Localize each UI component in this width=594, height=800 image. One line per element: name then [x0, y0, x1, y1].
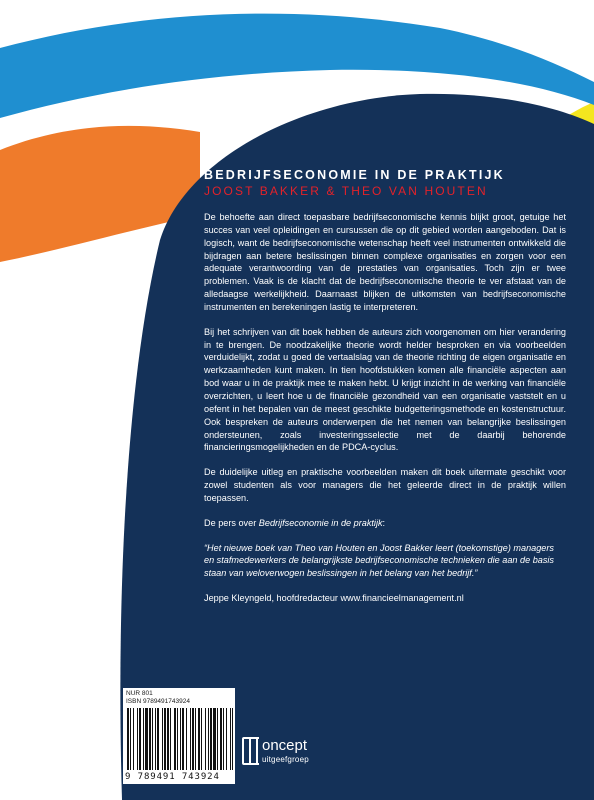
barcode-bar	[192, 708, 194, 770]
publisher-name: oncept	[262, 737, 308, 754]
isbn-label: ISBN 9789491743924	[126, 698, 190, 705]
concept-logo-icon	[242, 737, 258, 765]
barcode-bar	[152, 708, 153, 770]
barcode-bar	[232, 708, 233, 770]
barcode-bar	[190, 708, 191, 770]
barcode-bar	[201, 708, 202, 770]
publisher-sub: uitgeefgroep	[262, 755, 309, 764]
isbn-barcode	[127, 708, 233, 770]
press-book-title: Bedrijfseconomie in de praktijk	[258, 517, 383, 528]
barcode-bar	[205, 708, 206, 770]
barcode-bar	[208, 708, 209, 770]
barcode-bar	[137, 708, 138, 770]
barcode-bar	[195, 708, 196, 770]
press-prefix: De pers over	[204, 517, 259, 528]
barcode-bar	[182, 708, 184, 770]
book-authors: JOOST BAKKER & THEO VAN HOUTEN	[204, 184, 488, 198]
barcode-bar	[210, 708, 212, 770]
barcode-bar	[223, 708, 224, 770]
barcode-bar	[177, 708, 178, 770]
barcode-bar	[143, 708, 144, 770]
barcode-bar	[145, 708, 148, 770]
barcode-bar	[139, 708, 141, 770]
barcode-bar	[198, 708, 200, 770]
quote-attribution: Jeppe Kleyngeld, hoofdredacteur www.financieelmanagement.nl	[204, 593, 464, 604]
barcode-bar	[149, 708, 151, 770]
nur-code: NUR 801	[126, 690, 153, 697]
publisher-logo	[242, 735, 316, 775]
barcode-bar	[226, 708, 227, 770]
barcode-bar	[133, 708, 134, 770]
press-intro	[204, 517, 566, 530]
barcode-bar	[162, 708, 163, 770]
barcode-bar	[213, 708, 216, 770]
barcode-bar	[155, 708, 156, 770]
barcode-bar	[230, 708, 231, 770]
barcode-bar	[170, 708, 171, 770]
barcode-bar	[157, 708, 159, 770]
blurb-paragraph-1: De behoefte aan direct toepasbare bedrijfseconomische kennis blijkt groot, getuige het succes van veel opleidingen en cursussen die op dit gebied worden aangeboden. Dat is logisch, want de bedrijfseconomische wetenschap heeft veel instrumenten ontwikkeld die bijdragen aan betere beslissingen binnen complexe organisaties en zorgen voor een adequate verantwoording van de prestaties van organisaties. Toch zijn er twee problemen. Vaak is de klacht dat de bedrijfseconomische theorie te ver afstaat van de alledaagse werkelijkheid. Daarnaast blijken de uitkomsten van bedrijfseconomische instrumenten en berekeningen lastig te interpreteren.	[204, 212, 566, 312]
blurb-paragraph-2: Bij het schrijven van dit boek hebben de auteurs zich voorgenomen om hier verandering in te brengen. De noodzakelijke theorie wordt helder besproken en via voorbeelden verduidelijkt, zodat u goed de vertaalslag van de theorie richting de eigen organisatie en werkzaamheden kunt maken. In tien hoofdstukken komen alle financiële aspecten aan bod waar u in de praktijk mee te maken hebt. U krijgt inzicht in de werking van financiële overzichten, u leert hoe u de financiële gezondheid van een organisatie vaststelt en u oefent in het bepalen van de meest geschikte budgetteringsmethode en kostenstructuur. Ook bespreken de auteurs onderwerpen die het nemen van belangrijke beslissingen ondersteunen, zoals investeringsselectie met de daarbij behorende financieringsmogelijkheden en de PDCA-cyclus.	[204, 326, 566, 453]
barcode-bar	[167, 708, 169, 770]
barcode-bar	[127, 708, 129, 770]
barcode-bar	[217, 708, 218, 770]
barcode-bar	[174, 708, 176, 770]
barcode-bar	[180, 708, 181, 770]
back-cover-text	[204, 168, 566, 617]
blurb-paragraph-3: De duidelijke uitleg en praktische voorbeelden maken dit boek uitermate geschikt voor zowel studenten als voor managers die het geleerde direct in de praktijk willen toepassen.	[204, 467, 566, 503]
barcode-bar	[220, 708, 222, 770]
barcode-bar	[186, 708, 187, 770]
barcode-bar	[164, 708, 166, 770]
barcode-digits: 9 789491 743924	[125, 772, 220, 782]
press-quote: “Het nieuwe boek van Theo van Houten en Joost Bakker leert (toekomstige) managers en stafmedewerkers de belangrijkste bedrijfseconomische technieken die aan de basis staan van weloverwogen beslissingen in het belang van het bedrijf.”	[204, 542, 554, 579]
barcode-bar	[130, 708, 131, 770]
book-title: BEDRIJFSECONOMIE IN DE PRAKTIJK	[204, 168, 505, 182]
press-suffix: :	[382, 517, 386, 528]
